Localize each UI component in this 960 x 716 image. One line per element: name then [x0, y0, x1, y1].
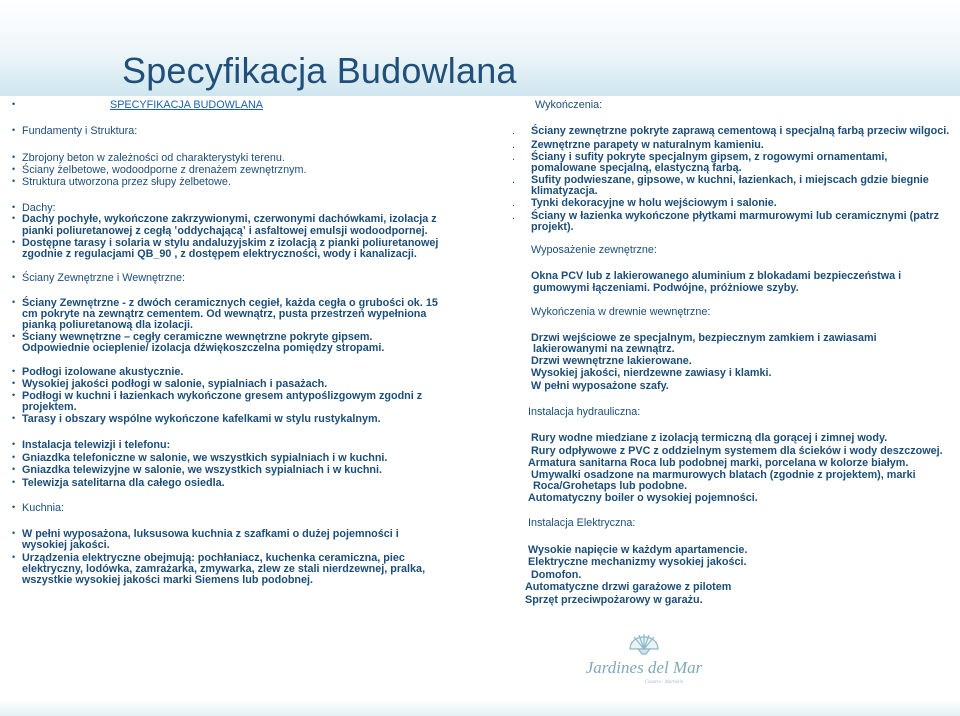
- left-text-line: projektem.: [22, 401, 77, 413]
- left-text-line: pianki poliuretanowej z cegłą ʽoddychającąʼ i asfaltowej emulsji wodoodpornej.: [22, 225, 428, 237]
- left-text-line: Ściany Zewnętrzne i Wewnętrzne:: [22, 272, 186, 284]
- footer-band: [0, 700, 960, 716]
- right-text-line: Sprzęt przeciwpożarowy w garażu.: [525, 594, 703, 606]
- right-text-line: W pełni wyposażone szafy.: [531, 380, 669, 392]
- bullet-icon: •: [12, 378, 16, 388]
- right-text-line: Instalacja hydrauliczna:: [528, 406, 641, 418]
- right-text-line: pomalowane specjalną, elastyczną farbą.: [531, 162, 742, 174]
- dot-icon: .: [512, 125, 516, 137]
- dot-icon: .: [512, 139, 516, 151]
- bullet-icon: •: [12, 452, 16, 462]
- right-text-line: Umywalki osadzone na marmurowych blatach (zgodnie z projektem), marki: [531, 469, 916, 481]
- left-text-line: Telewizja satelitarna dla całego osiedla.: [22, 477, 225, 489]
- right-text-line: Ściany zewnętrzne pokryte zaprawą cementową i specjalną farbą przeciw wilgoci.: [531, 125, 950, 137]
- left-text-line: Fundamenty i Struktura:: [22, 125, 138, 137]
- bullet-icon: •: [12, 477, 16, 487]
- left-text-line: Zbrojony beton w zależności od charakterystyki terenu.: [22, 152, 285, 164]
- left-text-line: Struktura utworzona przez słupy żelbetowe.: [22, 176, 231, 188]
- bullet-icon: •: [12, 528, 16, 538]
- logo-tagline: Casares · Marbella: [644, 680, 684, 685]
- right-text-line: Tynki dekoracyjne w holu wejściowym i salonie.: [531, 197, 777, 209]
- right-text-line: Wysokie napięcie w każdym apartamencie.: [528, 544, 748, 556]
- left-text-line: Podłogi w kuchni i łazienkach wykończone gresem antypoślizgowym zgodni z: [22, 390, 423, 402]
- left-text-line: elektryczny, lodówka, zamrażarka, zmywarka, zlew ze stali nierdzewnej, pralka,: [22, 563, 426, 575]
- left-text-line: Odpowiednie ocieplenie/ izolacja dźwiękoszczelna pomiędzy stropami.: [22, 342, 385, 354]
- bullet-icon: •: [12, 176, 16, 186]
- right-text-line: Domofon.: [531, 569, 582, 581]
- bullet-icon: •: [12, 164, 16, 174]
- right-text-line: Drzwi wewnętrzne lakierowane.: [531, 355, 692, 367]
- right-text-line: gumowymi łączeniami. Podwójne, próżniowe szyby.: [533, 282, 799, 294]
- bullet-icon: •: [12, 213, 16, 223]
- left-text-line[interactable]: SPECYFIKACJA BUDOWLANA: [110, 99, 263, 111]
- right-text-line: Automatyczne drzwi garażowe z pilotem: [525, 581, 732, 593]
- bullet-icon: •: [12, 413, 16, 423]
- right-text-line: Roca/Grohetaps lub podobne.: [533, 480, 688, 492]
- left-text-line: Ściany wewnętrzne – cegły ceramiczne wewnętrzne pokryte gipsem.: [22, 331, 373, 343]
- left-text-line: Tarasy i obszary wspólne wykończone kafelkami w stylu rustykalnym.: [22, 413, 381, 425]
- right-text-line: Zewnętrzne parapety w naturalnym kamieniu.: [531, 139, 764, 151]
- right-text-line: Ściany w łazienka wykończone płytkami marmurowymi lub ceramicznymi (patrz: [531, 210, 940, 222]
- left-text-line: Kuchnia:: [22, 502, 65, 514]
- bullet-icon: •: [12, 366, 16, 376]
- right-text-line: klimatyzacja.: [531, 185, 598, 197]
- left-text-line: wysokiej jakości.: [22, 539, 110, 551]
- bullet-icon: •: [12, 125, 16, 135]
- right-text-line: lakierowanymi na zewnątrz.: [533, 343, 675, 355]
- dot-icon: .: [512, 197, 516, 209]
- left-text-line: pianką poliuretanową dla izolacji.: [22, 319, 193, 331]
- dot-icon: .: [512, 210, 516, 222]
- right-text-line: Wyposażenie zewnętrzne:: [531, 244, 657, 256]
- jardines-del-mar-logo: [572, 615, 716, 699]
- left-text-line: zgodnie z regulacjami QB_90 , z dostępem elektryczności, wody i kanalizacji.: [22, 248, 417, 260]
- right-text-line: Wykończenia w drewnie wewnętrzne:: [531, 306, 711, 318]
- bullet-icon: •: [12, 552, 16, 562]
- logo-wordmark: Jardines del Mar: [585, 658, 703, 677]
- bullet-icon: •: [12, 439, 16, 449]
- right-text-line: Sufity podwieszane, gipsowe, w kuchni, łazienkach, i miejscach gdzie biegnie: [531, 174, 929, 186]
- left-text-line: Ściany żelbetowe, wodoodporne z drenażem zewnętrznym.: [22, 164, 307, 176]
- right-text-line: Elektryczne mechanizmy wysokiej jakości.: [528, 556, 747, 568]
- bullet-icon: •: [12, 331, 16, 341]
- right-text-line: Automatyczny boiler o wysokiej pojemności.: [528, 492, 758, 504]
- shell-icon: [630, 634, 658, 654]
- left-text-line: W pełni wyposażona, luksusowa kuchnia z szafkami o dużej pojemności i: [22, 528, 399, 540]
- left-text-line: Urządzenia elektryczne obejmują: pochłaniacz, kuchenka ceramiczna, piec: [22, 552, 405, 564]
- left-text-line: Gniazdka telewizyjne w salonie, we wszystkich sypialniach i w kuchni.: [22, 464, 383, 476]
- right-text-line: Drzwi wejściowe ze specjalnym, bezpiecznym zamkiem i zawiasami: [531, 332, 877, 344]
- left-text-line: Dachy pochyłe, wykończone zakrzywionymi, czerwonymi dachówkami, izolacja z: [22, 213, 437, 225]
- left-text-line: Instalacja telewizji i telefonu:: [22, 439, 171, 451]
- right-text-line: Rury wodne miedziane z izolacją termiczną dla gorącej i zimnej wody.: [531, 432, 888, 444]
- bullet-icon: •: [12, 272, 16, 282]
- left-text-line: Dostępne tarasy i solaria w stylu andaluzyjskim z izolacją z pianki poliuretanowej: [22, 237, 439, 249]
- left-text-line: wszystkie wysokiej jakości marki Siemens lub podobnej.: [22, 574, 314, 586]
- bullet-icon: •: [12, 202, 16, 212]
- right-text-line: Armatura sanitarna Roca lub podobnej marki, porcelana w kolorze białym.: [528, 457, 909, 469]
- left-text-line: Ściany Zewnętrzne - z dwóch ceramicznych cegieł, każda cegła o grubości ok. 15: [22, 297, 438, 309]
- dot-icon: .: [512, 151, 516, 163]
- dot-icon: .: [512, 174, 516, 186]
- bullet-icon: •: [12, 297, 16, 307]
- right-text-line: Wykończenia:: [535, 99, 603, 111]
- left-text-line: Podłogi izolowane akustycznie.: [22, 366, 184, 378]
- bullet-icon: •: [12, 390, 16, 400]
- bullet-icon: •: [12, 464, 16, 474]
- right-text-line: Rury odpływowe z PVC z oddzielnym systemem dla ścieków i wody deszczowej.: [531, 445, 943, 457]
- right-text-line: Okna PCV lub z lakierowanego aluminium z blokadami bezpieczeństwa i: [531, 270, 902, 282]
- bullet-icon: •: [12, 502, 16, 512]
- bullet-icon: •: [12, 99, 16, 109]
- page-title: Specyfikacja Budowlana: [122, 50, 517, 91]
- right-text-line: Ściany i sufity pokryte specjalnym gipsem, z rogowymi ornamentami,: [531, 151, 888, 163]
- bullet-icon: •: [12, 237, 16, 247]
- right-text-line: Wysokiej jakości, nierdzewne zawiasy i klamki.: [531, 367, 772, 379]
- right-text-line: projekt).: [531, 221, 574, 233]
- right-text-line: Instalacja Elektryczna:: [528, 517, 636, 529]
- bullet-icon: •: [12, 152, 16, 162]
- left-text-line: cm pokryte na zewnątrz cementem. Od wewnątrz, pusta przestrzeń wypełniona: [22, 308, 427, 320]
- left-text-line: Gniazdka telefoniczne w salonie, we wszystkich sypialniach i w kuchni.: [22, 452, 388, 464]
- left-text-line: Dachy:: [22, 202, 56, 214]
- left-text-line: Wysokiej jakości podłogi w salonie, sypialniach i pasażach.: [22, 378, 328, 390]
